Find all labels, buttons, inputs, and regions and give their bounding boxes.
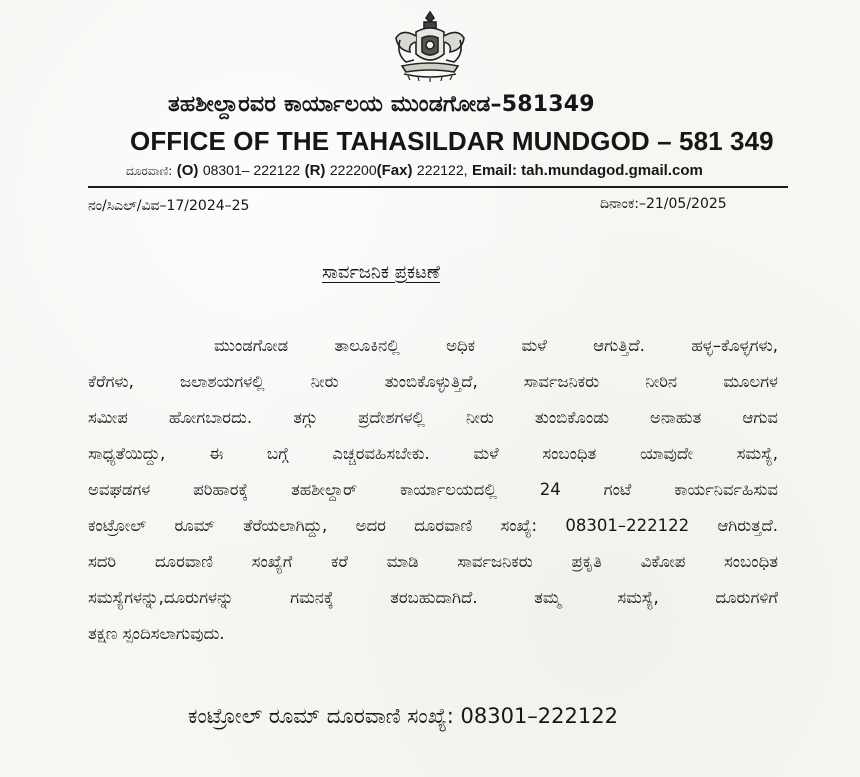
- office-number: 08301– 222122: [202, 162, 301, 178]
- notice-line: ಮುಂಡಗೋಡ ತಾಲೂಕಿನಲ್ಲಿ ಅಧಿಕ ಮಳೆ ಆಗುತ್ತಿದೆ. ಹಳ್ಳ–ಕೊಳ್ಳಗಳು,: [214, 336, 778, 355]
- notice-date: ದಿನಾಂಕ:–21/05/2025: [600, 196, 727, 212]
- notice-line: ಕೆರೆಗಳು, ಜಲಾಶಯಗಳಲ್ಲಿ ನೀರು ತುಂಬಿಕೊಳ್ಳುತ್ತಿದೆ, ಸಾರ್ವಜನಿಕರು ನೀರಿನ ಮೂಲಗಳ: [88, 372, 778, 391]
- office-title-english: OFFICE OF THE TAHASILDAR MUNDGOD – 581 349: [130, 126, 774, 156]
- notice-line: ತಕ್ಷಣ ಸ್ಪಂದಿಸಲಾಗುವುದು.: [88, 624, 225, 643]
- control-room-phone: ಕಂಟ್ರೋಲ್ ರೂಮ್ ದೂರವಾಣಿ ಸಂಖ್ಯೆ: 08301–222122: [188, 704, 618, 728]
- phone-label: ದೂರವಾಣಿ:: [126, 164, 173, 178]
- email-address: Email: tah.mundagod.gmail.com: [471, 162, 703, 179]
- office-marker: (O): [176, 162, 199, 179]
- notice-line: ಸಾಧ್ಯತೆಯಿದ್ದು, ಈ ಬಗ್ಗೆ ಎಚ್ಚರವಹಿಸಬೇಕು. ಮಳೆ ಸಂಬಂಧಿತ ಯಾವುದೇ ಸಮಸ್ಯೆ,: [88, 444, 778, 463]
- contact-line: [126, 162, 766, 179]
- fax-marker: (Fax): [376, 162, 413, 179]
- notice-line: ಅವಘಡಗಳ ಪರಿಹಾರಕ್ಕೆ ತಹಶೀಲ್ದಾರ್ ಕಾರ್ಯಾಲಯದಲ್ಲಿ 24 ಗಂಟೆ ಕಾರ್ಯನಿರ್ವಹಿಸುವ: [88, 480, 778, 499]
- reference-number: ನಂ/ಸಿಎಲ್/ವಿವ–17/2024–25: [88, 198, 250, 214]
- notice-line: ಸಮೀಪ ಹೋಗಬಾರದು. ತಗ್ಗು ಪ್ರದೇಶಗಳಲ್ಲಿ ನೀರು ತುಂಬಿಕೊಂಡು ಅನಾಹುತ ಆಗುವ: [88, 408, 778, 427]
- header-divider: [88, 186, 788, 188]
- office-title-kannada: ತಹಶೀಲ್ದಾರವರ ಕಾರ್ಯಾಲಯ ಮುಂಡಗೋಡ–581349: [168, 92, 595, 117]
- residence-number: 222200: [329, 162, 377, 178]
- notice-line: ಸಮಸ್ಯೆಗಳನ್ನು,ದೂರುಗಳನ್ನು ಗಮನಕ್ಕೆ ತರಬಹುದಾಗಿದೆ. ತಮ್ಮ ಸಮಸ್ಯೆ, ದೂರುಗಳಿಗೆ: [88, 588, 778, 607]
- notice-line: ಸದರಿ ದೂರವಾಣಿ ಸಂಖ್ಯೆಗೆ ಕರೆ ಮಾಡಿ ಸಾರ್ವಜನಿಕರು ಪ್ರಕೃತಿ ವಿಕೋಪ ಸಂಬಂಧಿತ: [88, 552, 778, 571]
- notice-line: ಕಂಟ್ರೋಲ್ ರೂಮ್ ತೆರೆಯಲಾಗಿದ್ದು, ಅದರ ದೂರವಾಣಿ ಸಂಖ್ಯೆ: 08301–222122 ಆಗಿರುತ್ತದೆ.: [88, 516, 778, 535]
- fax-number: 222122,: [416, 162, 468, 178]
- notice-heading: ಸಾರ್ವಜನಿಕ ಪ್ರಕಟಣೆ: [322, 262, 441, 283]
- state-emblem-icon: [388, 10, 472, 84]
- residence-marker: (R): [304, 162, 326, 179]
